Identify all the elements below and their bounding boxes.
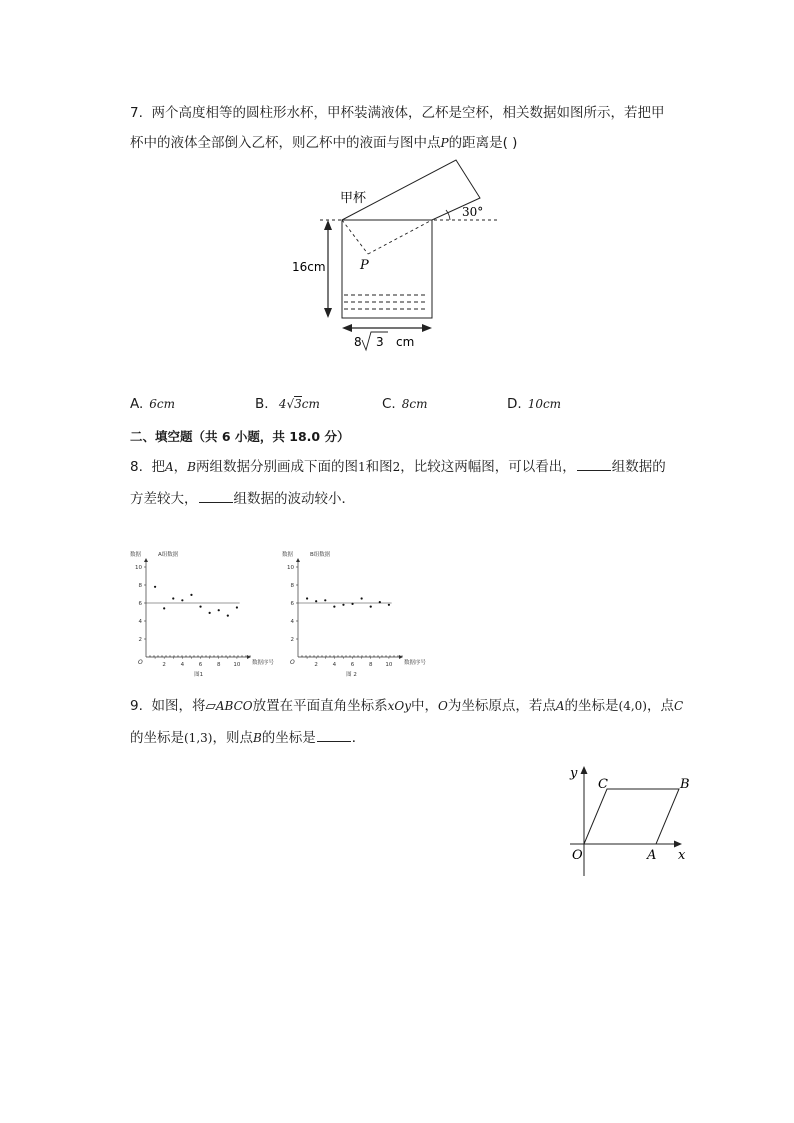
chart-a-ytick-label-3: 8 bbox=[138, 583, 142, 589]
option-b-letter: B. bbox=[255, 396, 269, 412]
chart-b-base-dot-21 bbox=[385, 655, 386, 656]
width-coef: 8 bbox=[354, 335, 362, 349]
q9-text-f: ，点 bbox=[646, 698, 674, 714]
width-radical bbox=[362, 332, 388, 350]
chart-b-base-dot-16 bbox=[365, 655, 366, 656]
chart-a-base-dot-11 bbox=[193, 655, 194, 656]
chart-b-point-5 bbox=[342, 604, 344, 606]
q8-blank-2[interactable] bbox=[199, 489, 233, 503]
option-a-letter: A. bbox=[130, 396, 144, 412]
chart-b-point-7 bbox=[361, 597, 363, 599]
q9-pt-b: B bbox=[252, 731, 262, 745]
label-c: C bbox=[598, 777, 608, 792]
chart-b-point-3 bbox=[324, 599, 326, 601]
cup-label: 甲杯 bbox=[340, 191, 367, 206]
chart-a-ytick-label-1: 4 bbox=[138, 619, 142, 625]
q9-text-b: 放置在平面直角坐标系 bbox=[252, 698, 388, 714]
q9-text-e: 的坐标是 bbox=[564, 698, 619, 714]
q8-var-a: A bbox=[164, 460, 174, 474]
chart-b-base-dot-9 bbox=[337, 655, 338, 656]
q9-blank[interactable] bbox=[317, 728, 351, 742]
q7-number: 7. bbox=[130, 105, 143, 121]
chart-a-base-dot-12 bbox=[197, 655, 198, 656]
chart-b-ytick-label-4: 10 bbox=[287, 565, 294, 571]
q9-shape: ABCO bbox=[215, 699, 253, 713]
q9-text-a: 如图，将▱ bbox=[151, 698, 216, 714]
q7-text-3: 的距离是( ) bbox=[448, 135, 518, 151]
chart-b-xlabel: 数据序号 bbox=[404, 660, 427, 666]
label-b: B bbox=[680, 777, 690, 792]
chart-b-caption: 图 2 bbox=[346, 672, 357, 678]
parallelogram bbox=[584, 789, 679, 844]
option-a-value: 6cm bbox=[149, 397, 176, 411]
option-c[interactable] bbox=[382, 396, 427, 412]
option-d-letter: D. bbox=[507, 396, 522, 412]
chart-a-ytick-label-4: 10 bbox=[135, 565, 142, 571]
chart-a-xlabel: 数据序号 bbox=[252, 660, 275, 666]
chart-b-origin: O bbox=[290, 659, 295, 666]
q9-parallelogram-figure bbox=[560, 760, 700, 880]
chart-b-xtick-label-2: 6 bbox=[350, 662, 355, 668]
chart-b-base-dot-24 bbox=[397, 655, 398, 656]
option-b-coef: 4 bbox=[278, 397, 287, 411]
height-arrow-head-top bbox=[324, 220, 332, 230]
chart-b-base-dot-23 bbox=[393, 655, 394, 656]
q9-number: 9. bbox=[130, 698, 143, 714]
q9-origin: O bbox=[438, 699, 448, 713]
chart-b-base-dot-10 bbox=[341, 655, 342, 656]
option-d-value: 10cm bbox=[527, 397, 562, 411]
chart-b-base-dot-8 bbox=[333, 655, 334, 656]
chart-b-ytick-label-2: 6 bbox=[290, 601, 294, 607]
chart-a-point-9 bbox=[227, 615, 229, 617]
chart-b-point-10 bbox=[388, 604, 390, 606]
chart-a-xtick-label-3: 8 bbox=[216, 662, 221, 668]
q7-cup-figure bbox=[280, 150, 520, 360]
chart-a-base-dot-6 bbox=[173, 655, 174, 656]
dash-to-p-1 bbox=[342, 220, 368, 254]
q7-text-1: 两个高度相等的圆柱形水杯，甲杯装满液体，乙杯是空杯，相关数据如图所示，若把甲 bbox=[151, 105, 665, 121]
q8-var-b: B bbox=[187, 460, 196, 474]
chart-a-point-8 bbox=[218, 609, 220, 611]
q8-text-f: 组数据的波动较小． bbox=[233, 491, 355, 507]
chart-b-title: B组数据 bbox=[310, 552, 331, 558]
chart-b-ytick-label-3: 8 bbox=[290, 583, 294, 589]
chart-b-base-dot-14 bbox=[357, 655, 358, 656]
chart-a-base-dot-22 bbox=[237, 655, 238, 656]
chart-b-base-dot-13 bbox=[353, 655, 354, 656]
section-title: 二、填空题（共 6 小题，共 18.0 分） bbox=[130, 429, 350, 444]
chart-b-base-dot-18 bbox=[373, 655, 374, 656]
label-a: A bbox=[647, 848, 657, 863]
q8-fig1: 1 bbox=[357, 460, 366, 474]
chart-a-base-dot-7 bbox=[177, 655, 178, 656]
q8-sep: ， bbox=[173, 459, 188, 475]
q9-text-i: 的坐标是 bbox=[261, 730, 316, 746]
height-arrow-head-bottom bbox=[324, 308, 332, 318]
chart-a-base-dot-0 bbox=[149, 655, 150, 656]
chart-b-base-dot-0 bbox=[301, 655, 302, 656]
chart-b-base-dot-4 bbox=[317, 655, 318, 656]
q8-line-1 bbox=[130, 457, 666, 476]
q9-line-2 bbox=[130, 728, 365, 747]
q9-text-j: ． bbox=[351, 730, 366, 746]
chart-a-base-dot-25 bbox=[249, 655, 250, 656]
chart-b-point-4 bbox=[333, 606, 335, 608]
option-c-value: 8cm bbox=[401, 397, 428, 411]
chart-b-base-dot-19 bbox=[377, 655, 378, 656]
cup-rect bbox=[342, 220, 432, 318]
chart-a-base-dot-16 bbox=[213, 655, 214, 656]
width-rad: 3 bbox=[376, 335, 384, 349]
chart-a-base-dot-3 bbox=[161, 655, 162, 656]
chart-a-base-dot-13 bbox=[201, 655, 202, 656]
chart-b-base-dot-3 bbox=[313, 655, 314, 656]
chart-a-point-2 bbox=[163, 607, 165, 609]
q9-text-d: 为坐标原点，若点 bbox=[447, 698, 556, 714]
chart-a-base-dot-23 bbox=[241, 655, 242, 656]
width-arrow-head-left bbox=[342, 324, 352, 332]
q8-blank-1[interactable] bbox=[577, 457, 611, 471]
chart-a-xtick-label-0: 2 bbox=[162, 662, 166, 668]
chart-b-base-dot-15 bbox=[361, 655, 362, 656]
width-arrow-head-right bbox=[422, 324, 432, 332]
x-axis-label: x bbox=[678, 848, 686, 863]
q8-text-e: 方差较大， bbox=[130, 491, 198, 507]
q9-text-g: 的坐标是 bbox=[130, 730, 184, 746]
tilted-cup-outline bbox=[342, 160, 480, 220]
chart-a-base-dot-9 bbox=[185, 655, 186, 656]
label-o: O bbox=[572, 848, 583, 863]
x-axis-arrow bbox=[674, 841, 682, 848]
chart-b-base-dot-1 bbox=[305, 655, 306, 656]
q9-line-1 bbox=[130, 697, 683, 715]
option-d[interactable] bbox=[507, 396, 561, 412]
chart-b-base-dot-7 bbox=[329, 655, 330, 656]
q7-text-2: 杯中的液体全部倒入乙杯，则乙杯中的液面与图中点 bbox=[130, 135, 441, 151]
chart-b-base-dot-5 bbox=[321, 655, 322, 656]
chart-a-ylabel: 数据 bbox=[130, 552, 142, 558]
chart-b-svg bbox=[280, 545, 430, 680]
chart-a-base-dot-17 bbox=[217, 655, 218, 656]
chart-b-xtick-label-3: 8 bbox=[368, 662, 373, 668]
chart-a-base-dot-10 bbox=[189, 655, 190, 656]
q7-line-1 bbox=[130, 104, 664, 122]
angle-label: 30° bbox=[462, 205, 484, 219]
q8-and: 和图 bbox=[365, 459, 393, 475]
chart-a-base-dot-24 bbox=[245, 655, 246, 656]
chart-a-title: A组数据 bbox=[158, 552, 179, 558]
chart-a-base-dot-8 bbox=[181, 655, 182, 656]
q9-text-c: 中， bbox=[411, 698, 438, 714]
chart-b-ytick-label-0: 2 bbox=[290, 637, 294, 643]
chart-b-base-dot-25 bbox=[401, 655, 402, 656]
q8-text-c: ，比较这两幅图，可以看出， bbox=[400, 459, 576, 475]
chart-a-point-4 bbox=[181, 599, 183, 601]
chart-b-base-dot-12 bbox=[349, 655, 350, 656]
chart-b-base-dot-20 bbox=[381, 655, 382, 656]
chart-a-base-dot-18 bbox=[221, 655, 222, 656]
chart-a-base-dot-2 bbox=[157, 655, 158, 656]
chart-a-svg bbox=[128, 545, 278, 680]
chart-a-point-1 bbox=[154, 586, 156, 588]
chart-a-ytick-label-0: 2 bbox=[138, 637, 142, 643]
chart-b-point-8 bbox=[370, 606, 372, 608]
dash-to-p-2 bbox=[368, 220, 432, 254]
chart-a-point-3 bbox=[172, 597, 174, 599]
chart-a-ytick-label-2: 6 bbox=[138, 601, 142, 607]
q9-coord-c: (1,3) bbox=[184, 731, 213, 745]
option-a[interactable] bbox=[130, 396, 175, 412]
chart-a-point-6 bbox=[199, 606, 201, 608]
option-b-rad: 3 bbox=[294, 397, 302, 411]
point-p-label: P bbox=[360, 258, 369, 273]
option-b-unit: cm bbox=[301, 397, 320, 411]
q9-pt-c: C bbox=[673, 699, 684, 713]
option-b[interactable] bbox=[255, 396, 320, 412]
q8-text-a: 把 bbox=[151, 459, 165, 475]
chart-a-y-arrow bbox=[144, 558, 148, 562]
width-unit: cm bbox=[396, 335, 415, 349]
q9-coord-a: (4,0) bbox=[618, 699, 647, 713]
chart-b-xtick-label-1: 4 bbox=[332, 662, 337, 668]
chart-a-base-dot-4 bbox=[165, 655, 166, 656]
chart-b-point-9 bbox=[379, 601, 381, 603]
chart-a-base-dot-1 bbox=[153, 655, 154, 656]
q8-text-d: 组数据的 bbox=[611, 459, 666, 475]
y-axis-arrow bbox=[581, 766, 588, 774]
chart-b-xtick-label-4: 10 bbox=[385, 662, 393, 668]
q8-number: 8. bbox=[130, 459, 143, 475]
chart-b-base-dot-22 bbox=[389, 655, 390, 656]
chart-a-xtick-label-4: 10 bbox=[233, 662, 241, 668]
option-c-letter: C. bbox=[382, 396, 396, 412]
chart-b-ytick-label-1: 4 bbox=[290, 619, 294, 625]
chart-a-base-dot-21 bbox=[233, 655, 234, 656]
chart-b-point-2 bbox=[315, 600, 317, 602]
chart-b-base-dot-17 bbox=[369, 655, 370, 656]
chart-b-y-arrow bbox=[296, 558, 300, 562]
q8-line-2 bbox=[130, 489, 355, 508]
chart-b-base-dot-2 bbox=[309, 655, 310, 656]
chart-b-base-dot-11 bbox=[345, 655, 346, 656]
chart-a-point-5 bbox=[190, 594, 192, 596]
q8-fig2: 2 bbox=[392, 460, 401, 474]
chart-a-point-10 bbox=[236, 606, 238, 608]
chart-a-caption: 图1 bbox=[194, 672, 204, 678]
chart-a-base-dot-15 bbox=[209, 655, 210, 656]
chart-a-point-7 bbox=[209, 612, 211, 614]
q7-point-p: P bbox=[440, 136, 449, 150]
q9-system: xOy bbox=[387, 699, 411, 713]
q8-text-b: 两组数据分别画成下面的图 bbox=[195, 459, 358, 475]
option-b-value: 4√3cm bbox=[278, 397, 320, 411]
chart-a-base-dot-20 bbox=[229, 655, 230, 656]
chart-a-base-dot-19 bbox=[225, 655, 226, 656]
chart-a-xtick-label-1: 4 bbox=[180, 662, 185, 668]
chart-b-base-dot-6 bbox=[325, 655, 326, 656]
q9-pt-a: A bbox=[555, 699, 565, 713]
chart-a-base-dot-14 bbox=[205, 655, 206, 656]
chart-a-origin: O bbox=[138, 659, 143, 666]
chart-b-point-1 bbox=[306, 597, 308, 599]
chart-b-point-6 bbox=[351, 603, 353, 605]
chart-a-base-dot-5 bbox=[169, 655, 170, 656]
y-axis-label: y bbox=[570, 766, 578, 781]
chart-b-ylabel: 数据 bbox=[282, 552, 294, 558]
chart-a-xtick-label-2: 6 bbox=[198, 662, 203, 668]
height-label: 16cm bbox=[292, 260, 326, 274]
chart-b-xtick-label-0: 2 bbox=[314, 662, 318, 668]
q9-text-h: ，则点 bbox=[212, 730, 253, 746]
